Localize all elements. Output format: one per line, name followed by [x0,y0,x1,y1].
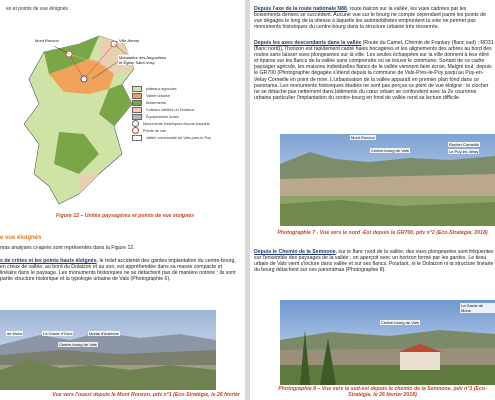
legend-item: Vallée communale de Vals-près-le-Puy [132,134,237,141]
paragraph [254,249,494,273]
photo6-label-garde-ours: La Garde d'Ours [43,331,73,336]
paragraph-body: (Route du Camel, Chemin de Franlary (flanc sud) ; RD31 (flanc nord)), l'horizon est rapidement cadré haies bocagères et les alignements des arbres au bord des routes sans laisser vues plongeantes sur la ville. Les seules échappées sur la ville donnent à leur étiré et éparse sur les flancs de la vallée sans comprendre où se trouve le commune. Sortant de ce cadre paysager agricole, les maisons individuelles flancs de la vallée viennent faire écran. Malgré tout, depuis le GR700 (Photographie dégagée s'étend depuis la commune de Vals-Près-le-Puy jusqu'au Puy-en-Velay Corneille en point de mire. L'urbanisation de la vallée apparaît en premier plan fond dans ce panorama. Les monuments historiques étudiés ne sont pas perçus ce point de vue éloigné : le clocher ne se détache pas nettement dans bâtiments du cœur urbain se confondent avec la 2e couronne urbaine particulier l'implantation du centre-bourg en fond de vallée rend sa lecture difficile. [254,40,494,101]
paragraph-title: Depuis l'axe de la route nationale N88 [254,6,347,12]
paragraph [0,258,240,282]
photo8-label-garde-mons: La Garde de Mons [460,303,495,313]
photo7-label-rocher: Rocher Corneille [449,142,479,147]
legend-item: Boisements [132,99,237,106]
legend-swatch [132,100,142,106]
paragraph-title: Depuis les axes descendants dans la vallée [254,40,362,46]
photo7-label-mont-ronzon: Mont Ronzon [351,135,375,140]
legend-swatch [132,120,139,127]
legend-item: plateaux agricoles [132,85,237,92]
photo6-label-garde-mons: de Mons [7,331,23,336]
map-legend [132,85,237,141]
legend-swatch [132,93,142,99]
photo7-label-centre: Centre-bourg de Vals [371,148,409,153]
paragraph: mas analysés ci-après sont représentés dans la Figure 12. [0,245,135,251]
map-label-monastere: Monastère des Augustines et Église Saint-Vosy [119,55,167,65]
photo-6-caption: Vue vers l'ouest depuis le Mont Ronzon, pdv n°1 (Eco-Stratégie, le 26 février [52,392,240,398]
map-label-ville-abrest: Ville Abrest [119,38,139,43]
legend-swatch [132,114,142,120]
photo6-label-centre: Centre-bourg de Vals [59,342,97,347]
photo8-label-centre: Centre-bourg de Vals [381,320,419,325]
legend-swatch [132,127,139,134]
photo-8-caption: Photographie 8 – Vue vers le sud-est depuis le chemin de la Semnone, pdv n°3 (Eco-Stratégie, le 26 février 2018) [278,386,487,398]
paragraph-title: s de crêtes et les points hauts éloignés [0,258,97,264]
paragraph-title: Depuis le Chemin de la Semnone [254,249,336,255]
paragraph-body: , sur le flanc nord de la vallée, des vues plongeantes sont fréquentes sur l'ensemble des paysages de la vallée ; on aperçoit avec un horizon formé par les gardes. Le tissu urbain de Vals vient s'inclure dans vallée et sur ses flancs. Pourtant, ni le Dolaizon ni la structure linéaire du bourg détachent sur ces panoramas (Photographie 8). [254,249,494,274]
legend-swatch [132,86,142,92]
paragraph-body: , route balcon sur la vallée, les vues cadrées par les boisements denses se succèdent. Aucune vue sur le bourg ne compte cependant parmi les points de vue dégagés le long de la vitesse à laquelle les automobilistes empruntent la voie ne permet pas monuments historiques du centre-bourg dans la structure urbaine très resserrée. [254,6,486,31]
legend-item: Coteaux habités du Dolaizon [132,106,237,113]
paragraph [254,40,494,101]
paragraph [254,6,494,30]
figure-12-caption: Figure 12 – Unités paysagères et points de vue éloignés [55,213,195,219]
section-title: e vue éloignés [0,235,42,241]
left-page [0,0,245,400]
photo6-label-monts: Monts d'Ardèche [89,331,119,336]
legend-item: Équipements isolés [132,113,237,120]
right-page [250,0,495,400]
photo7-label-puy: Le Puy-en-Velay [449,149,479,154]
legend-item: Points de vue [132,127,237,134]
legend-swatch [132,107,142,113]
photo-6 [0,310,216,390]
paragraph-body: , le relief accidenté des gardes implantation du centre-bourg, en creux de vallée, au bord du Dolaizon et au zon, est appréhendée dans sa masse compacte et linéaire dans le paysage. Les monuments historiques ne se détachent pas de manière notoire ; ils sont partie structure historique et la typologie urbaine de Vals (Photographie 6). [0,258,236,283]
legend-swatch [132,135,142,141]
page-header: es et points de vue éloignés [6,6,68,12]
photo-7-caption: Photographie 7 - Vue vers le nord -Est depuis le GR700, pdv n°2 (Eco-Stratégie, 2018) [277,230,488,236]
legend-item: Monuments historiques depuis lesquels [132,120,237,127]
map-label-mont-ronzon: Mont Ronzon [35,38,59,43]
legend-item: Vallée urbaine [132,92,237,99]
